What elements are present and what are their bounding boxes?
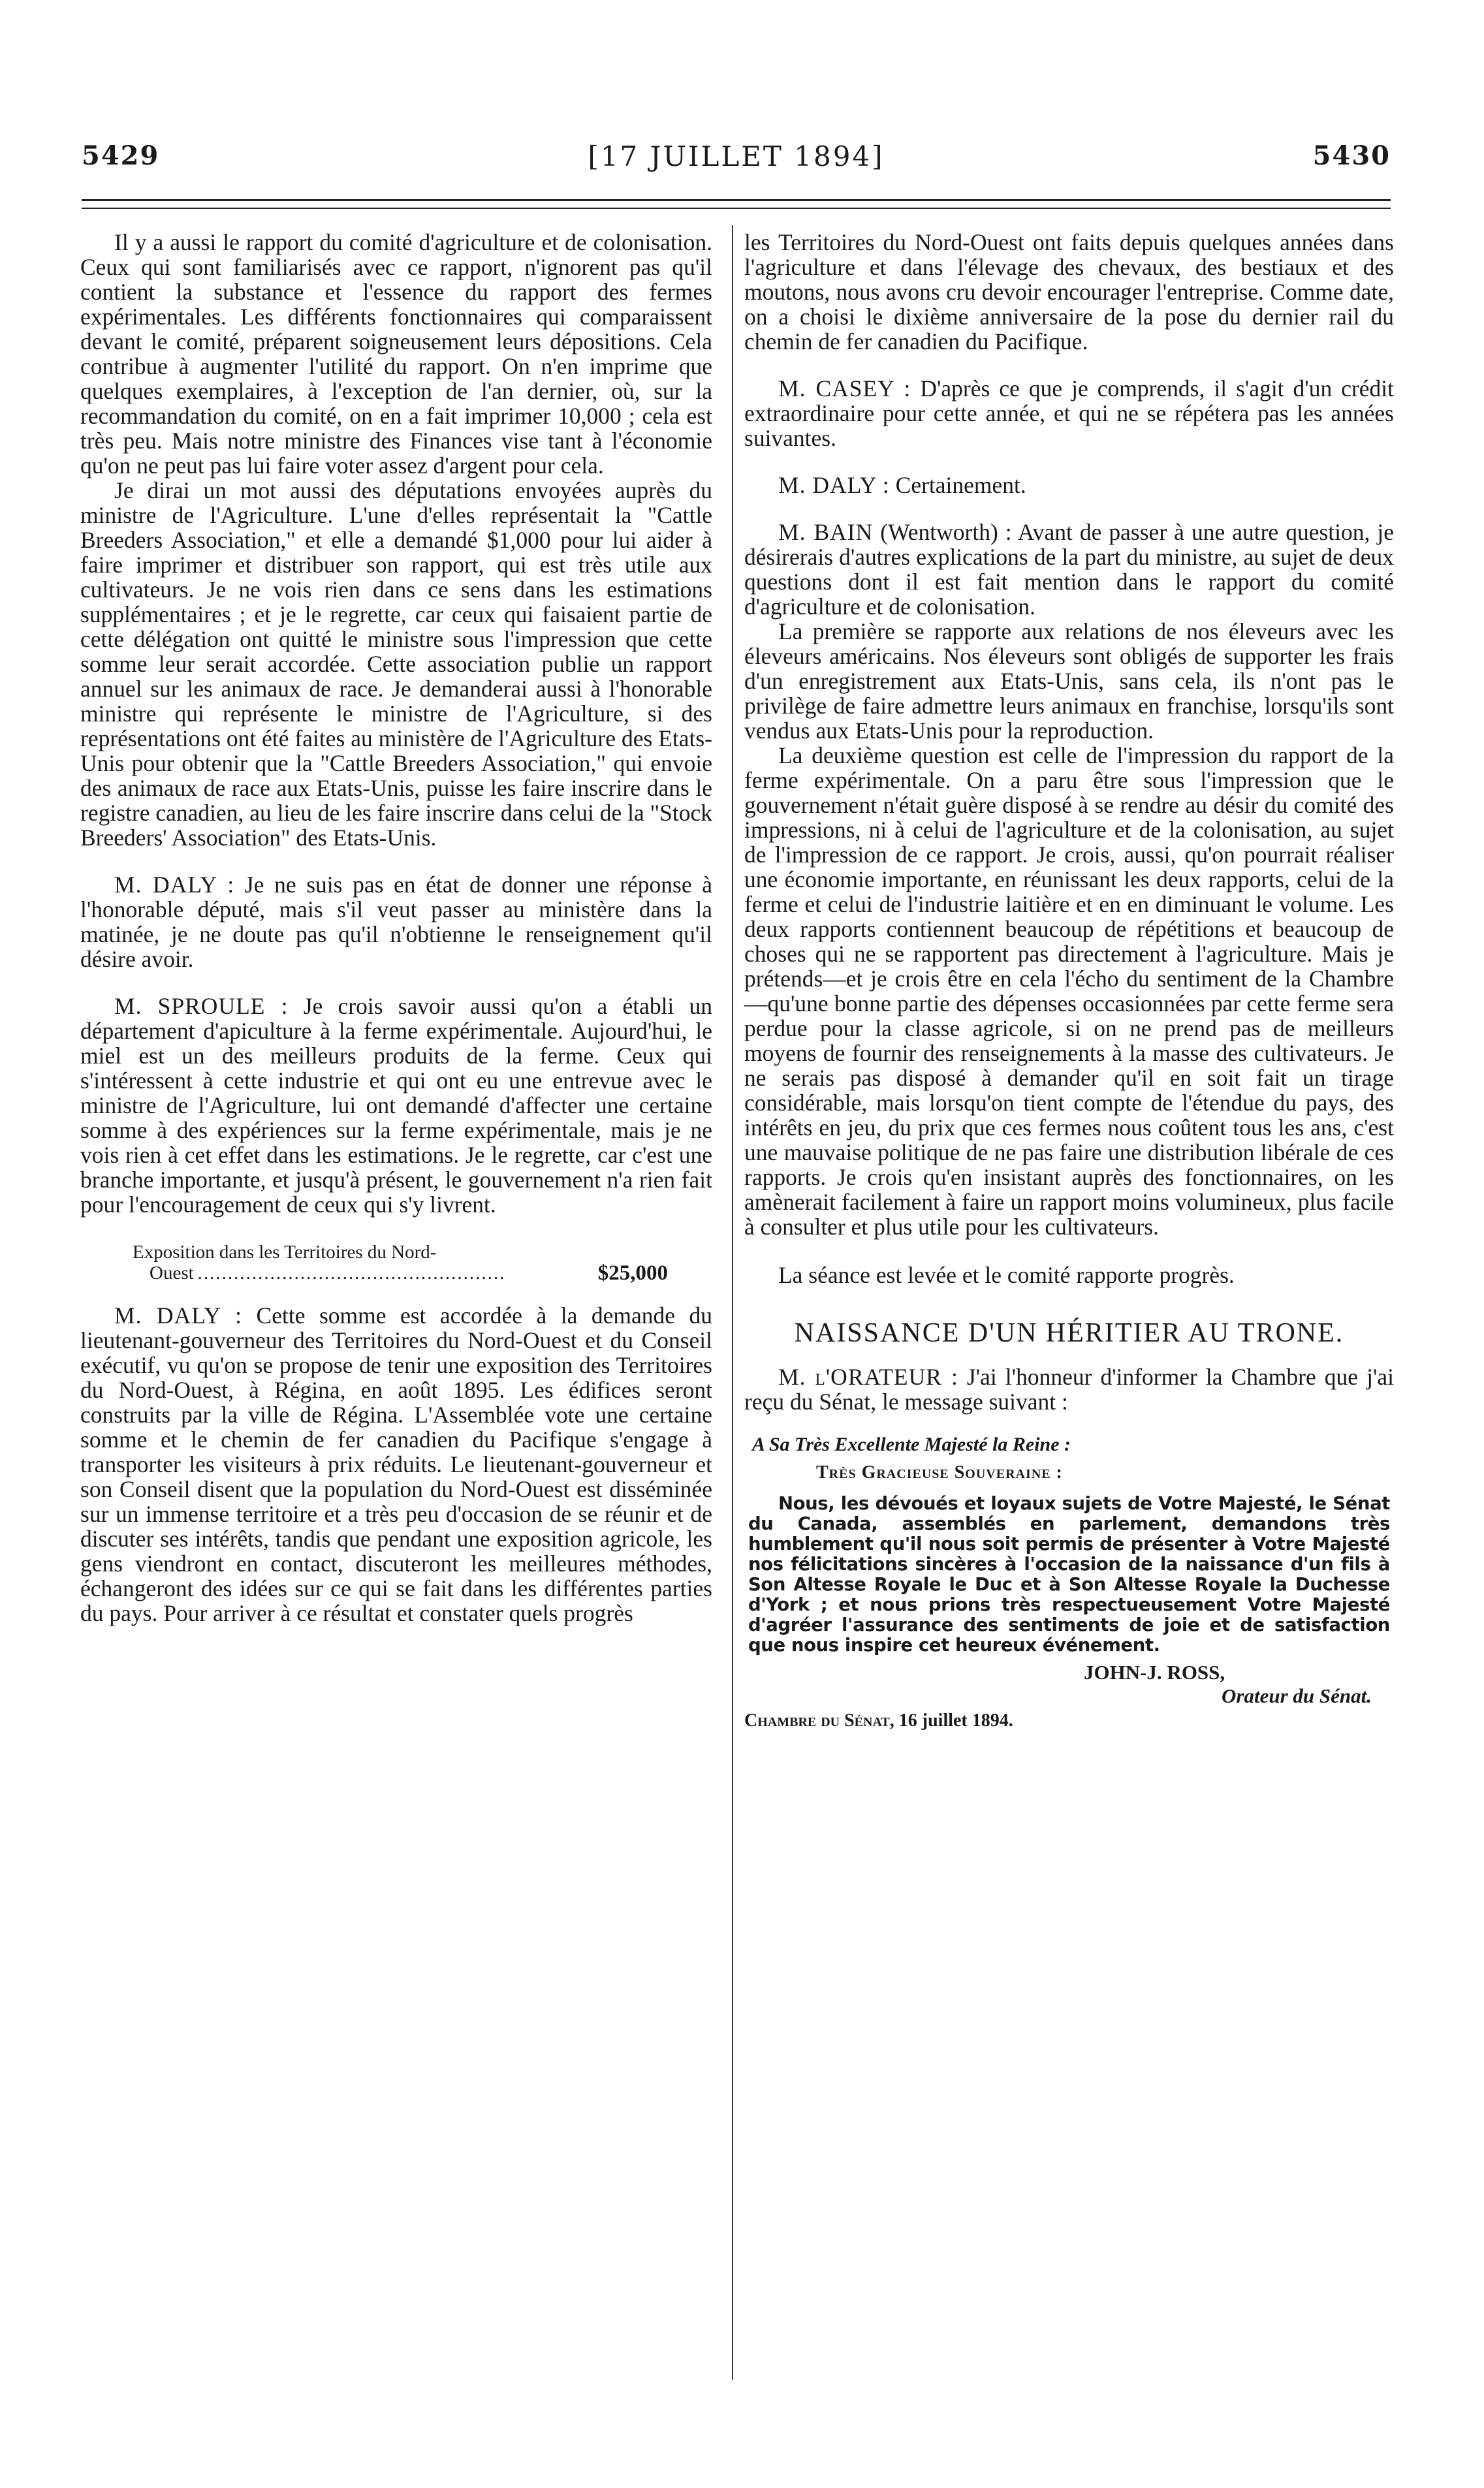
- message-salutation: Très Gracieuse Souveraine :: [816, 1462, 1063, 1483]
- speaker-name: M. BAIN: [778, 519, 874, 545]
- paragraph: Il y a aussi le rapport du comité d'agriculture et de colonisation. Ceux qui sont familiarisés avec ce rapport, n'ignorent pas qu'il contient la substance et l'essence du rapport des fermes expérimentales. Les différents fonctionnaires qui comparaissent devant le comité, préparent soigneusement leurs dépositions. Cela contribue à augmenter l'utilité du rapport. On n'en imprime que quelques exemplaires, à l'exception de l'an dernier, où, sur la recommandation du comité, on en a fait imprimer 10,000 ; cela est très peu. Mais notre ministre des Finances vise tant à l'économie qu'on ne peut pas lui faire voter assez d'argent pour cela.: [80, 229, 712, 479]
- speech-daly-exposition: [80, 1303, 712, 1626]
- running-header: [82, 140, 1391, 186]
- speech-text: Certainement.: [895, 472, 1026, 498]
- vote-title-line: Exposition dans les Territoires du Nord-: [133, 1242, 437, 1263]
- message-dateline: [744, 1710, 1394, 1731]
- speech-text: Je crois savoir aussi qu'on a établi un département d'apiculture à la ferme expérimentale. Aujourd'hui, le miel est un des meilleurs produits de la ferme. Ceux qui s'intéressent à cette industrie et qui ont eu une entrevue avec le ministre de l'Agriculture, lui ont demandé d'affecter une certaine somme à des expériences sur la ferme expérimentale, mais je ne vois rien à cet effet dans les estimations. Je le regrette, car c'est une branche importante, et jusqu'à présent, le gouvernement n'a rien fait pour l'encouragement de ceux qui s'y livrent.: [80, 993, 712, 1218]
- vote-title-continued: Ouest: [150, 1263, 194, 1283]
- section-heading: NAISSANCE D'UN HÉRITIER AU TRONE.: [794, 1318, 1344, 1348]
- speech-casey: [744, 376, 1394, 450]
- senate-message-body: Nous, les dévoués et loyaux sujets de Votre Majesté, le Sénat du Canada, assemblés en parlement, demandons très humblement qu'il nous soit permis de présenter à Votre Majesté nos félicitations sincères à l'occasion de la naissance d'un fils à Son Altesse Royale le Duc et à Son Altesse Royale la Duchesse d'York ; et nous prions très respectueusement Votre Majesté d'agréer l'assurance des sentiments de joie et de satisfaction que nous inspire cet heureux événement.: [748, 1493, 1390, 1656]
- paragraph: La deuxième question est celle de l'impression du rapport de la ferme expérimentale. On a paru être sous l'impression que le gouvernement n'était guère disposé à se rendre au désir du comité des impressions, ni à celui de l'agriculture et de la colonisation, au sujet de l'impression de ce rapport. Je crois, aussi, qu'on pourrait réaliser une économie importante, en réunissant les deux rapports, celui de la ferme et celui de l'industrie laitière et en en diminuant le volume. Les deux rapports contiennent beaucoup de répétitions et beaucoup de choses qui ne se rapportent pas directement à l'agriculture. Mais je prétends—et je crois être en cela l'écho du sentiment de la Chambre—qu'une bonne partie des dépenses occasionnées par cette ferme sera perdue pour la classe agricole, si on ne prend pas de meilleurs moyens de fournir des renseignements à la masse des cultivateurs. Je ne serais pas disposé à demander qu'il en soit fait un tirage considérable, mais lorsqu'on tient compte de l'étendue du pays, des intérêts en jeu, du prix que ces fermes nous coûtent tous les ans, c'est une mauvaise politique de ne pas faire une distribution libérale de ces rapports. Je crois qu'en insistant auprès des fonctionnaires, on les amènerait facilement à faire un rapport moins volumineux, plus facile à consulter et plus utile pour les cultivateurs.: [744, 742, 1394, 1240]
- message-address: A Sa Très Excellente Majesté la Reine :: [752, 1434, 1071, 1455]
- vote-leader-dots: ...................................................: [197, 1263, 506, 1283]
- dateline-place: Chambre du Sénat,: [744, 1710, 894, 1731]
- right-column: [744, 230, 1394, 1731]
- column-divider: [732, 225, 733, 2380]
- speech-text: Avant de passer à une autre question, je désirerais d'autres explications de la part du ministre, au sujet de deux questions dont il est fait mention dans le rapport du comité d'agriculture et de colonisation.: [744, 519, 1395, 620]
- speech-daly-reply: [744, 473, 1394, 497]
- speech-speaker: [744, 1364, 1394, 1414]
- dateline-date: 16 juillet 1894.: [898, 1710, 1013, 1731]
- header-date: [17 JUILLET 1894]: [588, 140, 885, 172]
- speech-daly: [80, 872, 712, 971]
- speaker-name: M. DALY :: [778, 472, 890, 498]
- left-page-number: 5429: [82, 140, 160, 171]
- header-rule-thick: [82, 199, 1391, 201]
- speech-text: Je ne suis pas en état de donner une réponse à l'honorable député, mais s'il veut passer au ministère dans la matinée, je ne doute pas qu'il n'obtienne le renseignement qu'il désire avoir.: [80, 872, 713, 972]
- header-rule-thin: [82, 208, 1391, 209]
- supply-vote-item: [133, 1242, 668, 1283]
- paragraph: La première se rapporte aux relations de nos éleveurs avec les éleveurs américains. Nos éleveurs sont obligés de supporter les frais d'un enregistrement aux Etats-Unis, sans cela, ils n'ont pas le privilège de faire admettre leurs animaux en franchise, lorsqu'ils sont vendus aux Etats-Unis pour la reproduction.: [744, 618, 1394, 744]
- paragraph-continued: les Territoires du Nord-Ouest ont faits depuis quelques années dans l'agriculture et dans l'élevage des chevaux, des bestiaux et des moutons, nous avons cru devoir encourager l'entreprise. Comme date, on a choisi le dixième anniversaire de la pose du dernier rail du chemin de fer canadien du Pacifique.: [744, 229, 1394, 354]
- right-page-number: 5430: [1312, 140, 1391, 171]
- speech-sproule: [80, 994, 712, 1217]
- vote-amount: $25,000: [597, 1261, 668, 1285]
- speaker-riding: (Wentworth) :: [880, 519, 1012, 545]
- speaker-name: M. l'ORATEUR :: [778, 1364, 958, 1390]
- speech-text: D'après ce que je comprends, il s'agit d'un crédit extraordinaire pour cette année, et qui ne se répétera pas les années suivantes.: [744, 375, 1395, 451]
- speaker-name: M. DALY :: [114, 872, 235, 898]
- signature-name: JOHN-J. ROSS,: [1084, 1661, 1225, 1684]
- speech-bain: [744, 520, 1394, 619]
- sitting-closing-note: La séance est levée et le comité rapporte progrès.: [778, 1262, 1235, 1288]
- speaker-name: M. SPROULE :: [114, 993, 289, 1019]
- speech-text: Cette somme est accordée à la demande du lieutenant-gouverneur des Territoires du Nord-Ouest et du Conseil exécutif, vu qu'on se propose de tenir une exposition des Territoires du Nord-Ouest, à Régina, en août 1895. Les édifices seront construits par la ville de Régina. L'Assemblée vote une certaine somme et le chemin de fer canadien du Pacifique s'engage à transporter les visiteurs à prix réduits. Le lieutenant-gouverneur et son Conseil disent que la population du Nord-Ouest est disséminée sur un immense territoire et a très peu d'occasion de se réunir et de discuter ses intérêts, tandis que pendant une exposition agricole, les gens viendront en contact, discuteront les meilleures méthodes, échangeront des idées sur ce qui se fait dans les différentes parties du pays. Pour arriver à ce résultat et constater quels progrès: [80, 1302, 713, 1626]
- signature-title: Orateur du Sénat.: [1222, 1684, 1372, 1707]
- paragraph: Je dirai un mot aussi des députations envoyées auprès du ministre de l'Agriculture. L'une d'elles représentait la "Cattle Breeders Association," et elle a demandé $1,000 pour lui aider à faire imprimer et distribuer son rapport, qui est très utile aux cultivateurs. Je ne vois rien dans ce sens dans les estimations supplémentaires ; et je le regrette, car ceux qui faisaient partie de cette délégation ont quitté le ministre sous l'impression que cette somme leur serait accordée. Cette association publie un rapport annuel sur les animaux de race. Je demanderai aussi à l'honorable ministre qui représente le ministre de l'Agriculture, si des représentations ont été faites au ministère de l'Agriculture des Etats-Unis pour obtenir que la "Cattle Breeders Association," qui envoie des animaux de race aux Etats-Unis, puisse les faire inscrire dans le registre canadien, au lieu de les faire inscrire dans celui de la "Stock Breeders' Association" des Etats-Unis.: [80, 477, 712, 851]
- left-column: [80, 230, 712, 1626]
- speaker-name: M. CASEY :: [778, 375, 911, 402]
- speech-text: J'ai l'honneur d'informer la Chambre que j'ai reçu du Sénat, le message suivant :: [744, 1364, 1394, 1415]
- speaker-name: M. DALY :: [114, 1302, 243, 1329]
